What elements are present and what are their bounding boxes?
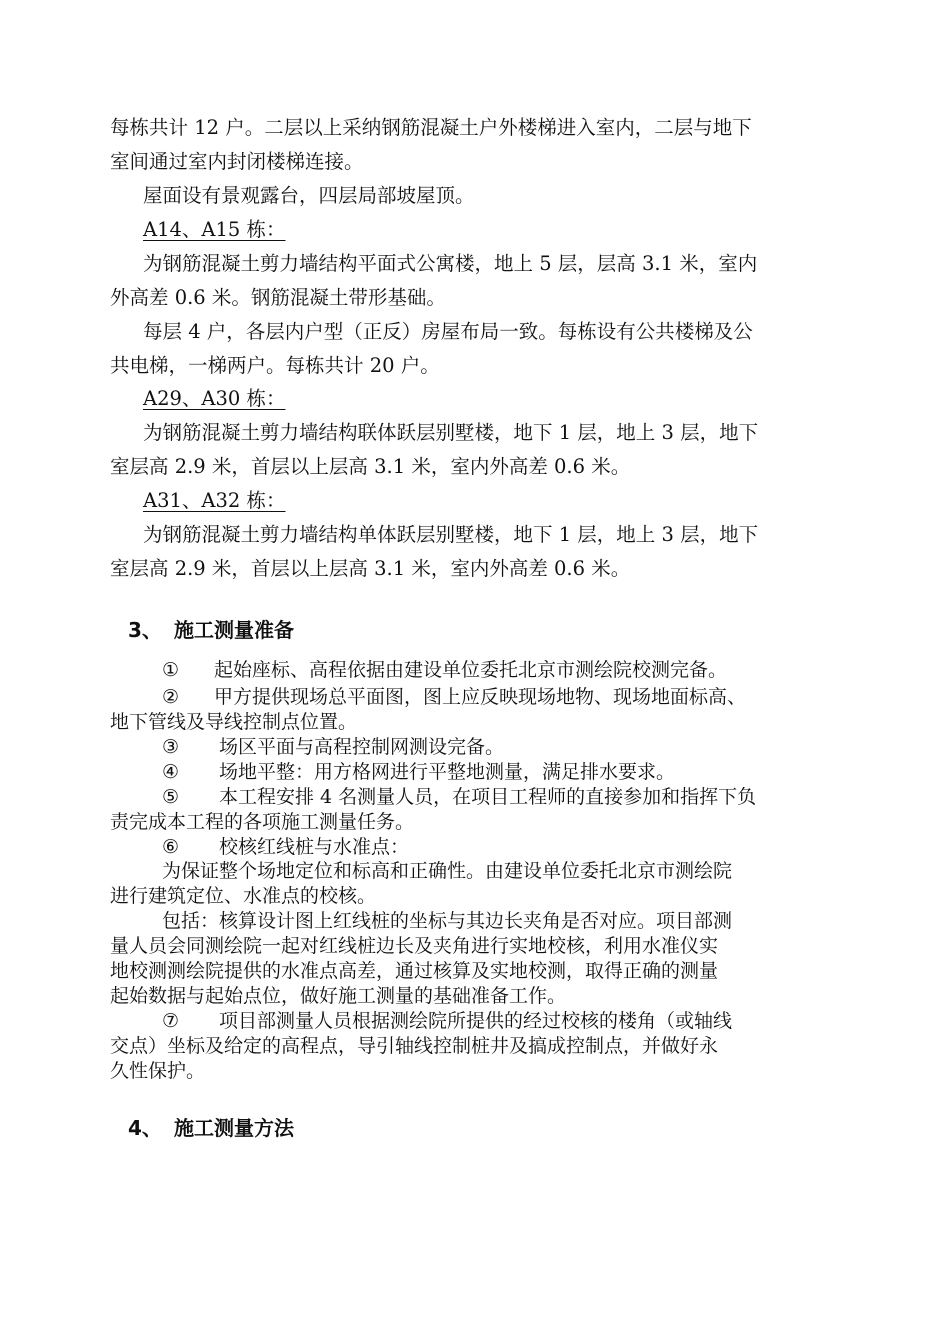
section-heading: [128, 1112, 294, 1141]
paragraph-line: 外高差 0.6 米。钢筋混凝土带形基础。: [110, 286, 446, 309]
item-text: 本工程安排 4 名测量人员，在项目工程师的直接参加和指挥下负: [219, 786, 757, 808]
item-marker: ①: [162, 659, 180, 681]
list-item: [162, 838, 897, 857]
item-text: 场地平整：用方格网进行平整地测量，满足排水要求。: [219, 761, 676, 783]
paragraph-line: 地校测测绘院提供的水准点高差，通过核算及实地校测，取得正确的测量: [110, 960, 719, 982]
paragraph-line: 地下管线及导线控制点位置。: [110, 711, 358, 733]
paragraph-line: 为钢筋混凝土剪力墙结构联体跃层别墅楼，地下 1 层，地上 3 层，地下: [143, 421, 759, 444]
paragraph-line: 包括：核算设计图上红线桩的坐标与其边长夹角是否对应。项目部测: [162, 910, 733, 932]
paragraph-line: 每层 4 户，各层内户型（正反）房屋布局一致。每栋设有公共楼梯及公: [143, 320, 753, 343]
section-number: 4、: [128, 1116, 162, 1140]
item-text: 项目部测量人员根据测绘院所提供的经过校核的楼角（或轴线: [219, 1010, 733, 1032]
list-item: [162, 763, 897, 782]
building-title: A29、A30 栋：: [143, 387, 286, 410]
paragraph-line: 为钢筋混凝土剪力墙结构平面式公寓楼，地上 5 层，层高 3.1 米，室内: [143, 252, 758, 275]
list-item: [162, 661, 897, 680]
section-title: 施工测量方法: [174, 1116, 294, 1140]
paragraph-line: 为保证整个场地定位和标高和正确性。由建设单位委托北京市测绘院: [162, 860, 733, 882]
item-text: 甲方提供现场总平面图，图上应反映现场地物、现场地面标高、: [214, 686, 747, 708]
paragraph-line: 共电梯，一梯两户。每栋共计 20 户。: [110, 354, 440, 377]
paragraph-line: 量人员会同测绘院一起对红线桩边长及夹角进行实地校核，利用水准仪实: [110, 935, 719, 957]
paragraph-line: 屋面设有景观露台，四层局部坡屋顶。: [143, 184, 475, 207]
text: 每栋共计 12 户。二层以上采纳钢筋混凝土户外楼梯进入室内，二层与地下: [110, 116, 752, 139]
paragraph-line: 室间通过室内封闭楼梯连接。: [110, 150, 364, 173]
item-marker: ③: [162, 736, 180, 758]
list-item: [162, 1012, 897, 1031]
item-marker: ⑥: [162, 836, 180, 858]
list-item: [162, 688, 897, 707]
item-text: 场区平面与高程控制网测设完备。: [219, 736, 505, 758]
item-marker: ④: [162, 761, 180, 783]
paragraph-line: 久性保护。: [110, 1060, 206, 1082]
paragraph-line: 起始数据与起始点位，做好施工测量的基础准备工作。: [110, 985, 567, 1007]
paragraph-line: 责完成本工程的各项施工测量任务。: [110, 811, 415, 833]
paragraph-line: [110, 118, 845, 138]
paragraph-line: 进行建筑定位、水准点的校核。: [110, 885, 377, 907]
section-heading: [128, 614, 294, 643]
paragraph-line: 室层高 2.9 米，首层以上层高 3.1 米，室内外高差 0.6 米。: [110, 455, 631, 478]
section-number: 3、: [128, 618, 162, 642]
list-item: [162, 738, 897, 757]
item-text: 起始座标、高程依据由建设单位委托北京市测绘院校测完备。: [214, 659, 728, 681]
item-text: 校核红线桩与水准点：: [219, 836, 410, 858]
building-title: A31、A32 栋：: [143, 489, 286, 512]
paragraph-line: 室层高 2.9 米，首层以上层高 3.1 米，室内外高差 0.6 米。: [110, 557, 631, 580]
list-item: [162, 788, 897, 807]
paragraph-line: 为钢筋混凝土剪力墙结构单体跃层别墅楼，地下 1 层，地上 3 层，地下: [143, 523, 759, 546]
section-title: 施工测量准备: [174, 618, 294, 642]
item-marker: ⑦: [162, 1010, 180, 1032]
paragraph-line: 交点）坐标及给定的高程点，导引轴线控制桩井及搞成控制点，并做好永: [110, 1035, 719, 1057]
item-marker: ⑤: [162, 786, 180, 808]
building-title: A14、A15 栋：: [143, 218, 286, 241]
item-marker: ②: [162, 686, 180, 708]
